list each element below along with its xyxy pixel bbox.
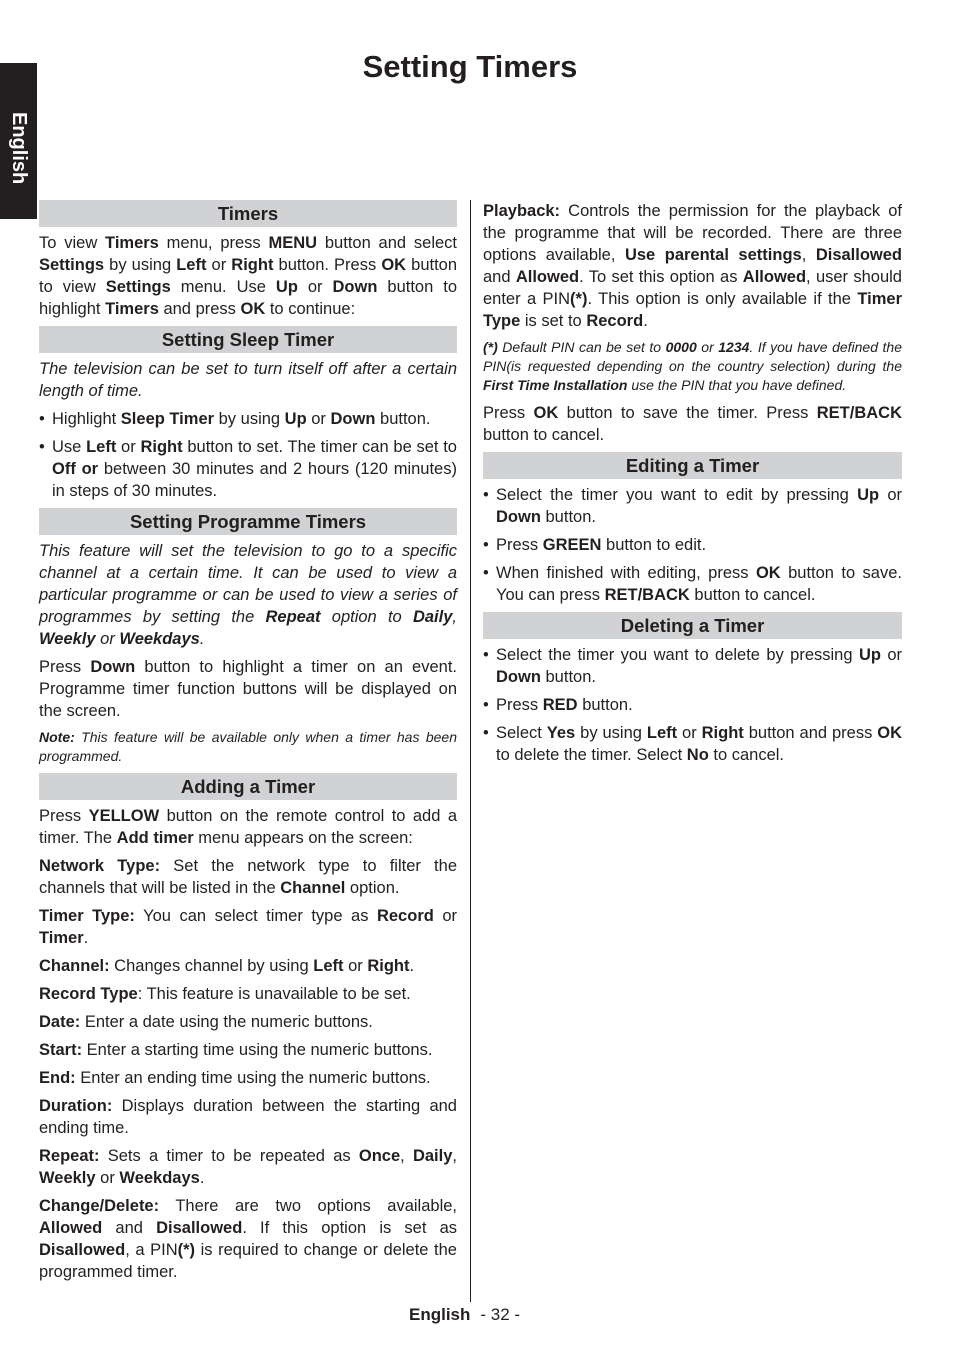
page-title: Setting Timers: [362, 48, 578, 84]
emphasis-text: Sleep Timer: [120, 410, 215, 428]
emphasis-text: Timer: [39, 929, 84, 947]
emphasis-text: Down: [496, 508, 541, 526]
emphasis-text: Disallowed: [39, 1241, 126, 1259]
emphasis-text: 1234: [718, 339, 750, 355]
emphasis-text: (*): [177, 1241, 196, 1259]
emphasis-text: Date:: [39, 1013, 81, 1031]
editing-timer-heading: Editing a Timer: [483, 452, 902, 479]
emphasis-text: Down: [330, 410, 376, 428]
left-column: [39, 200, 457, 1289]
emphasis-text: Timers: [105, 234, 159, 252]
emphasis-text: Up: [284, 410, 307, 428]
language-side-tab: [0, 63, 37, 219]
emphasis-text: Daily: [412, 608, 453, 626]
timers-paragraph: To view Timers menu, press MENU button and select Settings by using Left or Right button. Press OK button to view Settings menu. Use Up or Down button to highlight Timers and press OK to continue:: [39, 234, 458, 318]
sleep-timer-steps: [39, 408, 457, 502]
emphasis-text: Once: [358, 1147, 401, 1165]
deleting-timer-heading: Deleting a Timer: [483, 612, 902, 639]
record-type-option: Record Type: This feature is unavailable to be set.: [39, 985, 411, 1003]
emphasis-text: YELLOW: [88, 807, 160, 825]
programme-timers-paragraph: Press Down button to highlight a timer on an event. Programme timer function buttons will be displayed on the screen.: [39, 658, 457, 720]
emphasis-text: OK: [381, 256, 407, 274]
emphasis-text: Right: [231, 256, 274, 274]
emphasis-text: Timers: [105, 300, 159, 318]
sleep-timer-heading: Setting Sleep Timer: [39, 326, 457, 353]
emphasis-text: RET/BACK: [604, 586, 690, 604]
sleep-timer-intro: The television can be set to turn itself off after a certain length of time.: [39, 360, 457, 400]
emphasis-text: OK: [240, 300, 266, 318]
adding-timer-heading: Adding a Timer: [39, 773, 457, 800]
list-item: • Press RED button.: [483, 694, 902, 716]
emphasis-text: RED: [542, 696, 578, 714]
network-type-option: Network Type: Set the network type to filter the channels that will be listed in the Channel option.: [39, 857, 457, 897]
emphasis-text: Up: [857, 486, 880, 504]
right-column: [483, 200, 902, 772]
emphasis-text: Settings: [39, 256, 105, 274]
emphasis-text: Channel: [280, 879, 346, 897]
emphasis-text: First Time Installation: [483, 377, 628, 393]
emphasis-text: Yes: [546, 724, 576, 742]
emphasis-text: Use parental settings: [624, 246, 802, 264]
emphasis-text: Network Type:: [39, 857, 161, 875]
emphasis-text: GREEN: [542, 536, 602, 554]
channel-option: Channel: Changes channel by using Left or Right.: [39, 957, 415, 975]
emphasis-text: Left: [176, 256, 207, 274]
repeat-option: Repeat: Sets a timer to be repeated as Once, Daily, Weekly or Weekdays.: [39, 1147, 457, 1187]
emphasis-text: OK: [877, 724, 902, 742]
emphasis-text: Channel:: [39, 957, 110, 975]
emphasis-text: Repeat:: [39, 1147, 100, 1165]
emphasis-text: Record: [376, 907, 434, 925]
programme-timers-intro: This feature will set the television to go to a specific channel at a certain time. It can be used to view a particular programme or can be used to view a series of programmes by setting the Repeat option to Daily, Weekly or Weekdays.: [39, 542, 457, 648]
emphasis-text: Allowed: [515, 268, 580, 286]
emphasis-text: Left: [646, 724, 678, 742]
list-item: • Press GREEN button to edit.: [483, 534, 902, 556]
emphasis-text: Allowed: [742, 268, 807, 286]
emphasis-text: End:: [39, 1069, 76, 1087]
emphasis-text: Down: [90, 658, 136, 676]
change-delete-option: Change/Delete: There are two options available, Allowed and Disallowed. If this option is set as Disallowed, a PIN(*) is required to change or delete the programmed timer.: [39, 1197, 457, 1281]
emphasis-text: Settings: [105, 278, 171, 296]
list-item: • Select the timer you want to edit by pressing Up or Down button.: [483, 484, 902, 528]
emphasis-text: Weekly: [39, 1169, 96, 1187]
emphasis-text: MENU: [268, 234, 318, 252]
start-option: Start: Enter a starting time using the numeric buttons.: [39, 1041, 433, 1059]
column-divider: [470, 200, 471, 1302]
emphasis-text: Daily: [412, 1147, 453, 1165]
emphasis-text: Record Type: [39, 985, 138, 1003]
end-option: End: Enter an ending time using the numeric buttons.: [39, 1069, 431, 1087]
emphasis-text: RET/BACK: [816, 404, 903, 422]
language-tab-label: English: [8, 112, 30, 185]
date-option: Date: Enter a date using the numeric buttons.: [39, 1013, 373, 1031]
programme-timers-heading: Setting Programme Timers: [39, 508, 457, 535]
emphasis-text: OK: [755, 564, 781, 582]
emphasis-text: (*): [570, 290, 588, 308]
page-footer: [409, 1305, 520, 1325]
list-item: • Highlight Sleep Timer by using Up or Down button.: [39, 408, 457, 430]
emphasis-text: Record: [586, 312, 644, 330]
emphasis-text: Down: [496, 668, 541, 686]
emphasis-text: Change/Delete:: [39, 1197, 160, 1215]
duration-option: Duration: Displays duration between the starting and ending time.: [39, 1097, 457, 1137]
list-item: • Select Yes by using Left or Right button and press OK to delete the timer. Select No to cancel.: [483, 722, 902, 766]
adding-timer-intro: Press YELLOW button on the remote control to add a timer. The Add timer menu appears on the screen:: [39, 807, 457, 847]
playback-option: Playback: Controls the permission for the playback of the programme that will be recorded. There are three options available, Use parental settings, Disallowed and Allowed. To set this option as Allowed, user should enter a PIN(*). This option is only available if the Timer Type is set to Record.: [483, 202, 903, 330]
programme-timers-note: Note: This feature will be available only when a timer has been programmed.: [39, 729, 457, 764]
footer-language: English: [409, 1305, 471, 1324]
emphasis-text: Timer Type:: [39, 907, 135, 925]
pin-note: (*) Default PIN can be set to 0000 or 1234. If you have defined the PIN(is requested depending on the country selection) during the First Time Installation use the PIN that you have defined.: [483, 339, 902, 393]
emphasis-text: Weekdays: [119, 630, 200, 648]
emphasis-text: Disallowed: [156, 1219, 243, 1237]
emphasis-text: No: [686, 746, 709, 764]
emphasis-text: Down: [332, 278, 378, 296]
emphasis-text: Right: [140, 438, 183, 456]
emphasis-text: Start:: [39, 1041, 83, 1059]
emphasis-text: OK: [533, 404, 559, 422]
save-instruction: Press OK button to save the timer. Press RET/BACK button to cancel.: [483, 404, 903, 444]
timer-type-option: Timer Type: You can select timer type as Record or Timer.: [39, 907, 458, 947]
editing-timer-steps: [483, 484, 902, 606]
list-item: • When finished with editing, press OK button to save. You can press RET/BACK button to cancel.: [483, 562, 902, 606]
emphasis-text: Repeat: [265, 608, 321, 626]
emphasis-text: Right: [701, 724, 744, 742]
emphasis-text: Playback:: [483, 202, 561, 220]
emphasis-text: Disallowed: [815, 246, 903, 264]
emphasis-text: Left: [313, 957, 344, 975]
timers-heading: Timers: [39, 200, 457, 227]
emphasis-text: Duration:: [39, 1097, 113, 1115]
emphasis-text: 0000: [665, 339, 697, 355]
emphasis-text: Weekdays: [119, 1169, 200, 1187]
emphasis-text: Up: [858, 646, 881, 664]
emphasis-text: Off or: [52, 460, 99, 478]
emphasis-text: Add timer: [116, 829, 194, 847]
list-item: • Use Left or Right button to set. The timer can be set to Off or between 30 minutes and 2 hours (120 minutes) in steps of 30 minutes.: [39, 436, 457, 502]
emphasis-text: Up: [275, 278, 298, 296]
emphasis-text: Timer Type: [483, 290, 902, 330]
emphasis-text: Left: [86, 438, 117, 456]
emphasis-text: Weekly: [39, 630, 96, 648]
emphasis-text: (*): [483, 339, 498, 355]
page-number: - 32 -: [480, 1305, 521, 1324]
emphasis-text: Right: [367, 957, 410, 975]
emphasis-text: Allowed: [39, 1219, 103, 1237]
list-item: • Select the timer you want to delete by pressing Up or Down button.: [483, 644, 902, 688]
emphasis-text: Note:: [39, 729, 75, 745]
deleting-timer-steps: [483, 644, 902, 766]
